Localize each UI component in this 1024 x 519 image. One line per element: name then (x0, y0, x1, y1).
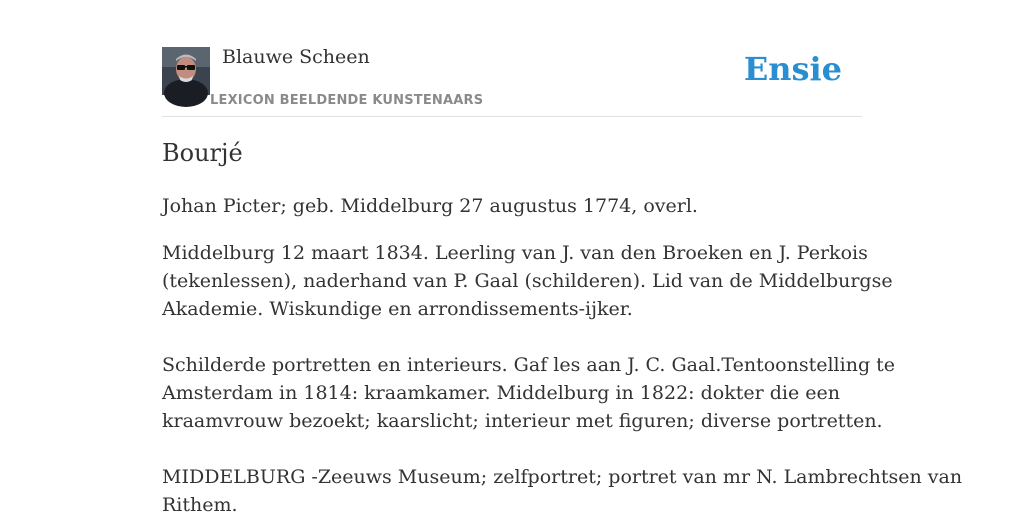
article-lead: Johan Picter; geb. Middelburg 27 augustus 1774, overl. (162, 195, 698, 217)
author-avatar[interactable] (162, 47, 210, 95)
paragraph-break (162, 323, 862, 351)
paragraph-line: Middelburg 12 maart 1834. Leerling van J. van den Broeken en J. Perkois (162, 242, 868, 264)
paragraph-line: Rithem. (162, 494, 238, 516)
article-header (162, 0, 862, 117)
avatar-photo-icon (162, 47, 210, 95)
page-container (162, 0, 963, 516)
paragraph-line: Akademie. Wiskundige en arrondissements-ijker. (162, 298, 633, 320)
paragraph-line: (tekenlessen), naderhand van P. Gaal (schilderen). Lid van de Middelburgse (162, 270, 893, 292)
paragraph (162, 239, 893, 323)
paragraph-line: kraamvrouw bezoekt; kaarslicht; interieur met figuren; diverse portretten. (162, 410, 883, 432)
paragraph (162, 351, 896, 435)
paragraph-line: MIDDELBURG -Zeeuws Museum; zelfportret; portret van mr N. Lambrechtsen van (162, 466, 963, 488)
paragraph (162, 463, 963, 519)
paragraph-line: Schilderde portretten en interieurs. Gaf les aan J. C. Gaal.Tentoonstelling te (162, 354, 896, 376)
ensie-logo[interactable]: Ensie (743, 50, 842, 88)
author-name[interactable]: Blauwe Scheen (222, 46, 370, 68)
paragraph-break (162, 435, 862, 463)
article-title: Bourjé (162, 139, 243, 167)
publication-name[interactable]: LEXICON BEELDENDE KUNSTENAARS (210, 93, 484, 108)
article-body (162, 239, 963, 519)
paragraph-line: Amsterdam in 1814: kraamkamer. Middelburg in 1822: dokter die een (162, 382, 840, 404)
